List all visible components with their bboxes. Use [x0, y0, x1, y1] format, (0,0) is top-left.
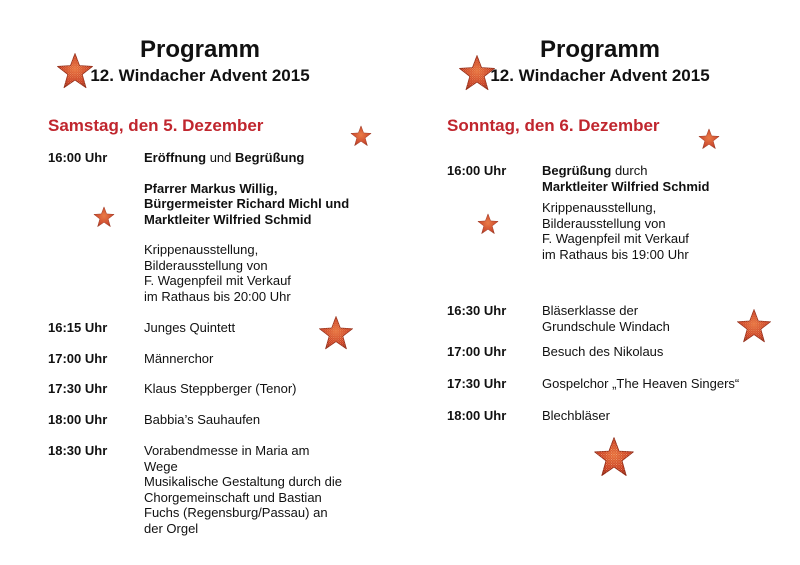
description-line: Vorabendmesse in Maria am [144, 443, 310, 458]
page-title: Programm [139, 36, 261, 63]
entry-time: 16:15 Uhr [48, 320, 108, 335]
entry-description: Junges Quintett [144, 320, 236, 335]
entry-time: 16:00 Uhr [447, 163, 507, 178]
description-line: Wege [144, 458, 178, 474]
person-line: Bürgermeister Richard Michl und [144, 196, 350, 211]
entry-description: Babbia’s Sauhaufen [144, 412, 261, 427]
star-icon [698, 127, 720, 151]
entry-time: 18:30 Uhr [48, 443, 108, 458]
exhibition-line: Bilderausstellung von [542, 215, 666, 231]
exhibition-line: im Rathaus bis 20:00 Uhr [144, 288, 291, 304]
exhibition-line: F. Wagenpfeil mit Verkauf [542, 231, 689, 246]
star-icon [56, 50, 94, 92]
right-page [400, 0, 800, 565]
entry-time: 16:30 Uhr [447, 303, 507, 318]
greeting-rest: durch [611, 163, 648, 178]
entry-time: 18:00 Uhr [48, 412, 108, 427]
entry-time: 18:00 Uhr [447, 408, 507, 423]
person-line: Marktleiter Wilfried Schmid [144, 211, 312, 227]
entry-description: Gospelchor „The Heaven Singers“ [542, 376, 740, 391]
star-icon [350, 124, 372, 148]
entry-description: Blechbläser [542, 408, 610, 423]
person-line: Pfarrer Markus Willig, [144, 180, 278, 196]
and-text: und [206, 150, 236, 165]
page-subtitle: 12. Windacher Advent 2015 [90, 66, 310, 85]
entry-description [144, 443, 384, 536]
entry-time: 16:00 Uhr [48, 150, 108, 165]
entry-description: Klaus Steppberger (Tenor) [144, 381, 297, 396]
exhibition-line: Krippenausstellung, [542, 200, 657, 215]
description-line: Chorgemeinschaft und Bastian [144, 489, 322, 505]
description-line: Grundschule Windach [542, 318, 670, 334]
page-title: Programm [539, 36, 661, 63]
entry-time: 17:00 Uhr [447, 344, 507, 359]
star-icon [477, 212, 499, 236]
exhibition-line: Bilderausstellung von [144, 257, 268, 273]
star-icon [93, 205, 115, 229]
entry-time: 17:30 Uhr [48, 381, 108, 396]
opening-label: Eröffnung [144, 150, 207, 165]
entry-description [144, 150, 384, 304]
entry-description: Männerchor [144, 351, 214, 366]
description-line: Bläserklasse der [542, 303, 639, 318]
description-line: Musikalische Gestaltung durch die [144, 474, 342, 489]
page-subtitle: 12. Windacher Advent 2015 [490, 66, 710, 85]
exhibition-line: F. Wagenpfeil mit Verkauf [144, 273, 291, 288]
star-icon [458, 52, 496, 94]
day-heading: Samstag, den 5. Dezember [48, 116, 264, 135]
star-icon [318, 313, 354, 353]
day-heading: Sonntag, den 6. Dezember [447, 116, 660, 135]
entry-time: 17:00 Uhr [48, 351, 108, 366]
entry-description: Besuch des Nikolaus [542, 344, 664, 359]
greeting-label: Begrüßung [235, 150, 305, 165]
description-line: der Orgel [144, 520, 199, 536]
exhibition-line: Krippenausstellung, [144, 242, 259, 257]
star-icon [589, 436, 639, 478]
entry-description [542, 163, 782, 262]
description-line: Fuchs (Regensburg/Passau) an [144, 505, 328, 520]
greeting-label: Begrüßung [542, 163, 612, 178]
entry-time: 17:30 Uhr [447, 376, 507, 391]
person-line: Marktleiter Wilfried Schmid [542, 178, 710, 194]
exhibition-line: im Rathaus bis 19:00 Uhr [542, 246, 689, 262]
star-icon [736, 306, 772, 346]
